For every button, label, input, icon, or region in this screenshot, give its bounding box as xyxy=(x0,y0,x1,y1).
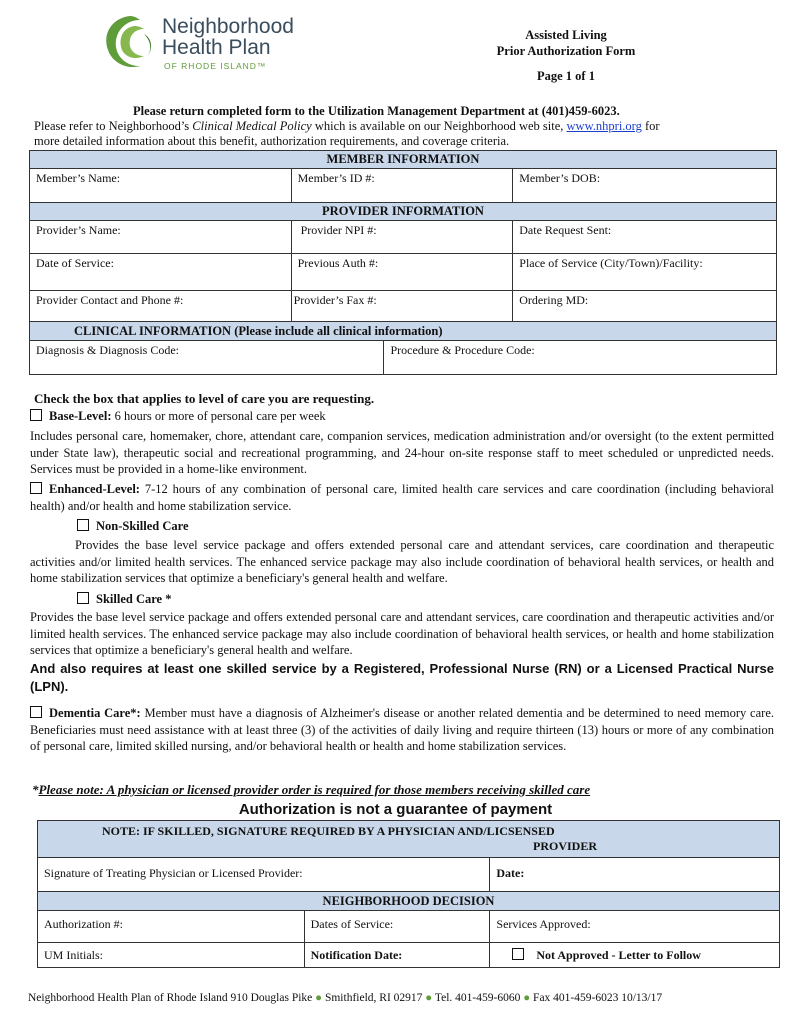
skilled-requirement: And also requires at least one skilled service by a Registered, Professional Nurse (RN) or a Licensed Practical Nurse (LPN). xyxy=(30,661,774,694)
decision-table xyxy=(37,820,780,968)
date-request-sent-field[interactable]: Date Request Sent: xyxy=(513,221,777,254)
base-level-option: Base-Level: 6 hours or more of personal care per week xyxy=(30,408,774,425)
dementia-checkbox[interactable] xyxy=(30,706,42,718)
policy-reference-cont: more detailed information about this benefit, authorization requirements, and coverage criteria. xyxy=(34,134,510,148)
um-initials-field[interactable]: UM Initials: xyxy=(38,943,305,968)
skilled-checkbox[interactable] xyxy=(77,592,89,604)
base-level-checkbox[interactable] xyxy=(30,409,42,421)
guarantee-disclaimer: Authorization is not a guarantee of payment xyxy=(238,801,553,818)
member-id-field[interactable]: Member’s ID #: xyxy=(291,169,513,203)
website-link[interactable]: www.nhpri.org xyxy=(566,119,642,133)
form-title-line2: Prior Authorization Form xyxy=(496,44,636,58)
physician-signature-field[interactable]: Signature of Treating Physician or Licensed Provider: xyxy=(38,858,490,892)
provider-npi-field[interactable]: Provider NPI #: xyxy=(291,221,513,254)
logo xyxy=(100,12,320,74)
bullet-icon: ● xyxy=(523,992,531,1004)
dates-of-service-field[interactable]: Dates of Service: xyxy=(304,911,490,943)
not-approved-checkbox[interactable] xyxy=(512,948,524,960)
skilled-description: Provides the base level service package and offers extended personal care and attendant services, care coordination and therapeutic activities and/or limited health services. The enhanced service package may also include coordination of behavioral health services, or health and home stabilization services that optimize a beneficiary's general health and welfare. xyxy=(30,610,774,657)
provider-name-field[interactable]: Provider’s Name: xyxy=(30,221,292,254)
diagnosis-field[interactable]: Diagnosis & Diagnosis Code: xyxy=(30,341,384,375)
logo-line3: OF RHODE ISLAND™ xyxy=(164,61,267,71)
member-section-title: MEMBER INFORMATION xyxy=(30,151,777,169)
previous-auth-field[interactable]: Previous Auth #: xyxy=(291,254,513,291)
care-level-heading: Check the box that applies to level of care you are requesting. xyxy=(34,391,375,406)
member-name-field[interactable]: Member’s Name: xyxy=(30,169,292,203)
provider-contact-field[interactable]: Provider Contact and Phone #: xyxy=(30,291,292,322)
signature-date-field[interactable]: Date: xyxy=(490,858,780,892)
logo-line1: Neighborhood xyxy=(162,15,294,38)
info-table xyxy=(29,150,777,375)
footer: Neighborhood Health Plan of Rhode Island 910 Douglas Pike ● Smithfield, RI 02917 ● Tel. 401-459-6060 ● Fax 401-459-6023 10/13/17 xyxy=(28,992,663,1004)
physician-order-note: *Please note: A physician or licensed provider order is required for those members receiving skilled care xyxy=(32,782,591,797)
return-instruction: Please return completed form to the Utilization Management Department at (401)459-6023. xyxy=(133,104,620,118)
non-skilled-description: Provides the base level service package and offers extended personal care and attendant services, care coordination and therapeutic activities and/or limited health services. The enhanced service package may also include coordination of behavioral health services, or health and home stabilization services that optimize a beneficiary's general health and welfare. xyxy=(30,538,774,585)
provider-section-title: PROVIDER INFORMATION xyxy=(30,203,777,221)
logo-line2: Health Plan xyxy=(162,36,271,59)
dementia-option: Dementia Care*: Member must have a diagnosis of Alzheimer's disease or another related dementia and be determined to need memory care. Beneficiaries must need assistance with at least three (3) of the activities of daily living and require thirteen (13) hours or more of any combination of personal care, limited skilled nursing, and/or behavioral health or health and home stabilization services. xyxy=(30,706,774,753)
date-of-service-field[interactable]: Date of Service: xyxy=(30,254,292,291)
skilled-option: Skilled Care * xyxy=(77,591,171,608)
non-skilled-checkbox[interactable] xyxy=(77,519,89,531)
procedure-field[interactable]: Procedure & Procedure Code: xyxy=(384,341,777,375)
logo-swirl-icon xyxy=(100,12,162,74)
provider-fax-field[interactable]: Provider’s Fax #: xyxy=(291,291,513,322)
services-approved-field[interactable]: Services Approved: xyxy=(490,911,780,943)
authorization-number-field[interactable]: Authorization #: xyxy=(38,911,305,943)
member-dob-field[interactable]: Member’s DOB: xyxy=(513,169,777,203)
enhanced-level-checkbox[interactable] xyxy=(30,482,42,494)
notification-date-field[interactable]: Notification Date: xyxy=(304,943,490,968)
enhanced-level-option: Enhanced-Level: 7-12 hours of any combination of personal care, limited health care services and care coordination (including behavioral health) and/or health and home stabilization service. xyxy=(30,482,774,513)
ordering-md-field[interactable]: Ordering MD: xyxy=(513,291,777,322)
decision-section-title: NEIGHBORHOOD DECISION xyxy=(38,892,780,911)
policy-reference: Please refer to Neighborhood’s Clinical Medical Policy which is available on our Neighborhood web site, www.nhpri.org for xyxy=(34,119,660,133)
form-title-line1: Assisted Living xyxy=(525,28,607,42)
signature-section-title: NOTE: IF SKILLED, SIGNATURE REQUIRED BY A PHYSICIAN AND/LICSENSED PROVIDER xyxy=(38,821,780,858)
page-number: Page 1 of 1 xyxy=(537,69,595,83)
bullet-icon: ● xyxy=(425,992,433,1004)
non-skilled-option: Non-Skilled Care xyxy=(77,518,189,535)
not-approved-option: Not Approved - Letter to Follow xyxy=(490,943,780,968)
place-of-service-field[interactable]: Place of Service (City/Town)/Facility: xyxy=(513,254,777,291)
base-level-description: Includes personal care, homemaker, chore, attendant care, companion services, medication administration and/or oversight (to the extent permitted under State law), therapeutic social and recreational programming, and 24-hour on-site response staff to meet scheduled or unpredicted needs. Services must be provided in a home-like environment. xyxy=(30,429,774,476)
clinical-section-title: CLINICAL INFORMATION (Please include all clinical information) xyxy=(30,322,777,341)
bullet-icon: ● xyxy=(315,992,323,1004)
